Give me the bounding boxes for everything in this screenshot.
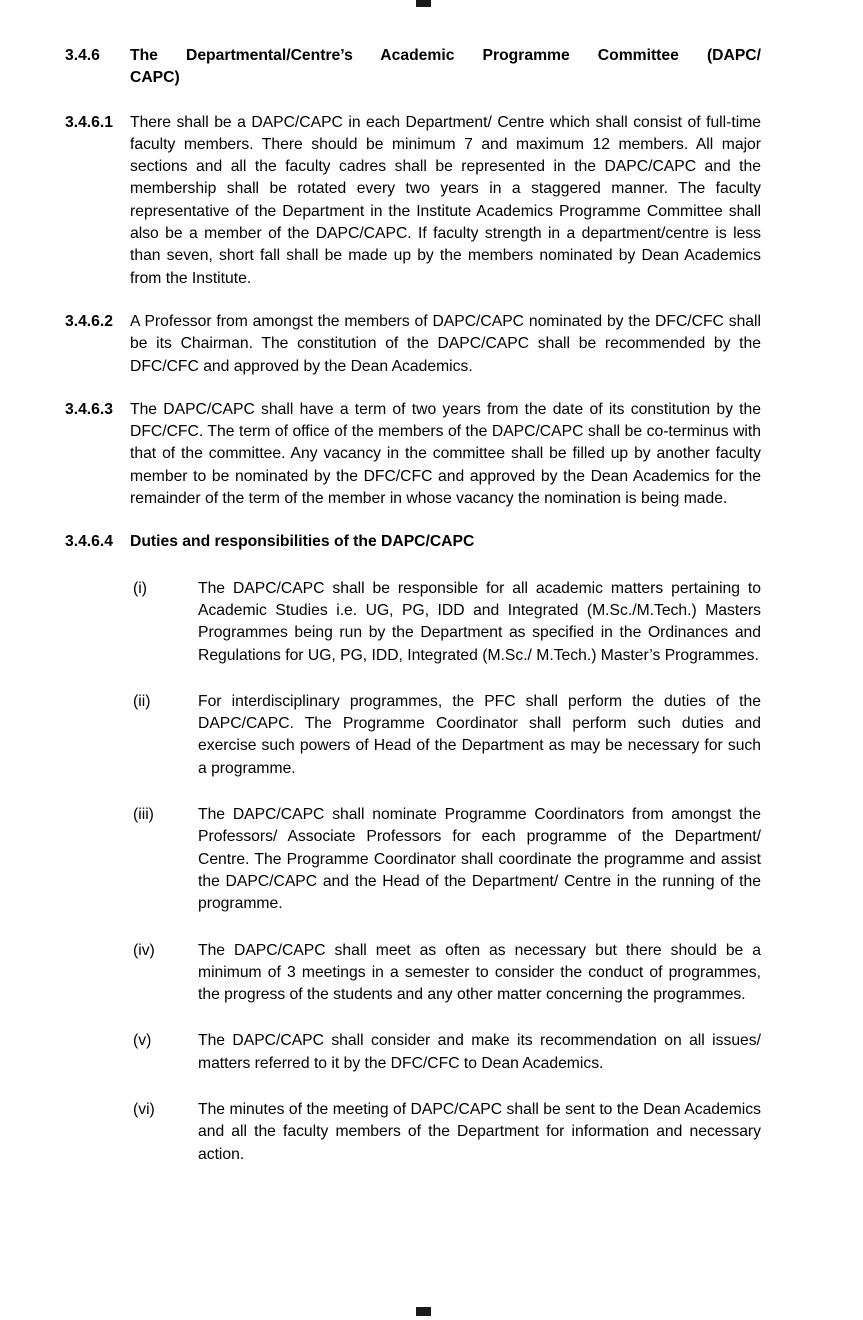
duty-item-marker: (iii)	[133, 806, 154, 824]
duty-item-marker: (v)	[133, 1032, 152, 1050]
clause-number: 3.4.6.3	[65, 400, 113, 418]
section-title-line-1: The Departmental/Centre’s Academic Programme Committee (DAPC/	[130, 47, 761, 64]
clause-number: 3.4.6.1	[65, 113, 113, 131]
clause-paragraph	[65, 399, 761, 510]
duty-item-text: The DAPC/CAPC shall nominate Programme Coordinators from amongst the Professors/ Associate Professors for each programme of the Department/ Centre. The Programme Coordinator shall coordinate the programme and assist the DAPC/CAPC and the Head of the Department/ Centre in the running of the programme.	[198, 806, 761, 913]
clause-text: There shall be a DAPC/CAPC in each Department/ Centre which shall consist of full-time faculty members. There should be minimum 7 and maximum 12 members. All major sections and all the faculty cadres shall be represented in the DAPC/CAPC and the membership shall be rotated every two years in a staggered manner. The faculty representative of the Department in the Institute Academics Programme Committee shall also be a member of the DAPC/CAPC. If faculty strength in a department/centre is less than seven, short fall shall be made up by the members nominated by Dean Academics from the Institute.	[130, 113, 761, 287]
clause-paragraph	[65, 112, 761, 290]
duty-item-text: The minutes of the meeting of DAPC/CAPC shall be sent to the Dean Academics and all the faculty members of the Department for information and necessary action.	[198, 1100, 761, 1163]
scan-artifact-bottom	[416, 1307, 431, 1316]
section-title-line-2: CAPC)	[130, 69, 180, 87]
clause-number: 3.4.6.2	[65, 312, 113, 330]
duty-item-marker: (i)	[133, 579, 147, 597]
duty-item-text: The DAPC/CAPC shall consider and make its recommendation on all issues/ matters referred to it by the DFC/CFC to Dean Academics.	[198, 1032, 761, 1072]
duty-item-text: For interdisciplinary programmes, the PFC shall perform the duties of the DAPC/CAPC. The Programme Coordinator shall perform such duties and exercise such powers of Head of the Department as may be necessary for such a programme.	[198, 692, 761, 777]
duty-item	[65, 940, 761, 1007]
section-title	[130, 45, 761, 90]
scan-artifact-top	[416, 0, 431, 7]
duty-item-text: The DAPC/CAPC shall meet as often as necessary but there should be a minimum of 3 meetings in a semester to consider the conduct of programmes, the progress of the students and any other matter concerning the programmes.	[198, 941, 761, 1004]
duty-item-marker: (iv)	[133, 941, 155, 959]
clause-text: The DAPC/CAPC shall have a term of two years from the date of its constitution by the DFC/CFC. The term of office of the members of the DAPC/CAPC shall be co-terminus with that of the committee. Any vacancy in the committee shall be filled up by another faculty member to be nominated by the DFC/CFC and approved by the Dean Academics for the remainder of the term of the member in whose vacancy the nomination is being made.	[130, 400, 761, 508]
duty-item	[65, 1099, 761, 1166]
duty-item	[65, 578, 761, 667]
duties-heading-number: 3.4.6.4	[65, 533, 113, 551]
clause-paragraph	[65, 311, 761, 378]
duty-item	[65, 691, 761, 780]
duty-item-marker: (ii)	[133, 692, 151, 710]
section-heading	[65, 45, 761, 90]
duties-heading	[65, 531, 761, 553]
duty-item-marker: (vi)	[133, 1100, 155, 1118]
duties-heading-title: Duties and responsibilities of the DAPC/CAPC	[130, 533, 475, 551]
clause-text: A Professor from amongst the members of DAPC/CAPC nominated by the DFC/CFC shall be its Chairman. The constitution of the DAPC/CAPC shall be recommended by the DFC/CFC and approved by the Dean Academics.	[130, 312, 761, 375]
duty-item	[65, 804, 761, 915]
section-number: 3.4.6	[65, 47, 100, 64]
duty-item-text: The DAPC/CAPC shall be responsible for all academic matters pertaining to Academic Studies i.e. UG, PG, IDD and Integrated (M.Sc./M.Tech.) Masters Programmes being run by the Department as specified in the Ordinances and Regulations for UG, PG, IDD, Integrated (M.Sc./ M.Tech.) Master’s Programmes.	[198, 579, 761, 664]
duty-item	[65, 1030, 761, 1075]
